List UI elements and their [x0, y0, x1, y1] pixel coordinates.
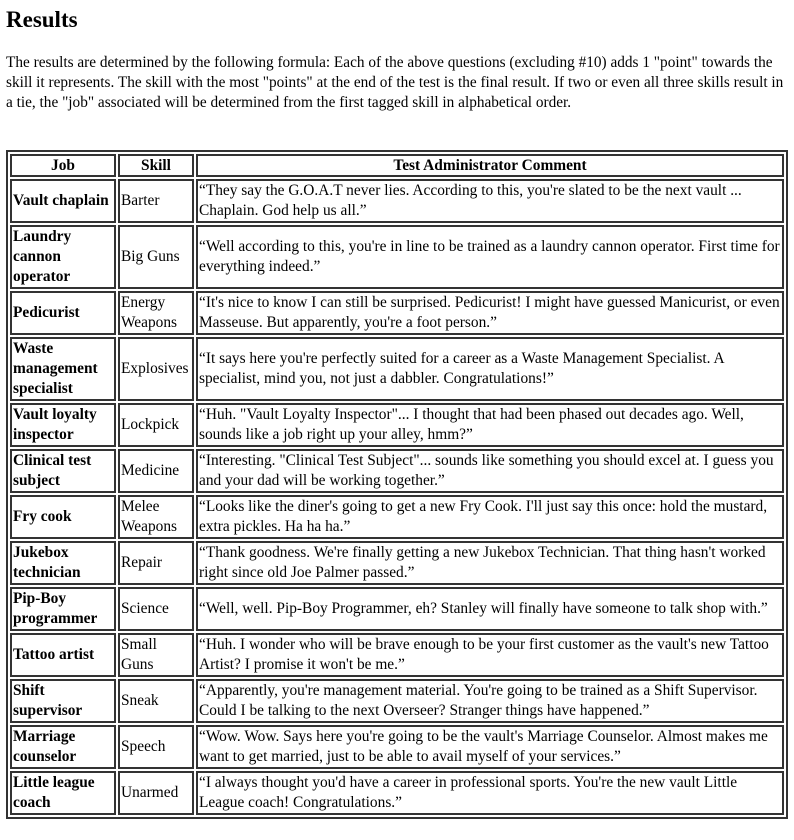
table-row	[10, 449, 784, 493]
job-cell: Pip-Boy programmer	[10, 587, 116, 631]
comment-cell: “They say the G.O.A.T never lies. According to this, you're slated to be the next vault ... Chaplain. God help us all.”	[196, 179, 784, 223]
job-cell: Pedicurist	[10, 291, 116, 335]
job-cell: Laundry cannon operator	[10, 225, 116, 289]
comment-cell: “Well according to this, you're in line to be trained as a laundry cannon operator. First time for everything indeed.”	[196, 225, 784, 289]
comment-cell: “Wow. Wow. Says here you're going to be the vault's Marriage Counselor. Almost makes me want to get married, just to be able to avail myself of your services.”	[196, 725, 784, 769]
skill-cell: Sneak	[118, 679, 194, 723]
skill-cell: Explosives	[118, 337, 194, 401]
table-row	[10, 541, 784, 585]
skill-cell: Barter	[118, 179, 194, 223]
skill-cell: Melee Weapons	[118, 495, 194, 539]
table-row	[10, 179, 784, 223]
table-row	[10, 225, 784, 289]
job-cell: Shift supervisor	[10, 679, 116, 723]
job-cell: Tattoo artist	[10, 633, 116, 677]
skill-cell: Energy Weapons	[118, 291, 194, 335]
table-row	[10, 771, 784, 815]
results-table	[6, 150, 788, 819]
table-row	[10, 495, 784, 539]
table-row	[10, 587, 784, 631]
comment-cell: “I always thought you'd have a career in professional sports. You're the new vault Little League coach! Congratulations.”	[196, 771, 784, 815]
job-cell: Jukebox technician	[10, 541, 116, 585]
job-cell: Little league coach	[10, 771, 116, 815]
table-row	[10, 403, 784, 447]
intro-paragraph: The results are determined by the following formula: Each of the above questions (excluding #10) adds 1 "point" towards the skill it represents. The skill with the most "points" at the end of the test is the final result. If two or even all three skills result in a tie, the "job" associated will be determined from the first tagged skill in alphabetical order.	[6, 54, 784, 111]
skill-cell: Lockpick	[118, 403, 194, 447]
skill-cell: Repair	[118, 541, 194, 585]
comment-cell: “Well, well. Pip-Boy Programmer, eh? Stanley will finally have someone to talk shop with.”	[196, 587, 784, 631]
table-row	[10, 291, 784, 335]
comment-cell: “It's nice to know I can still be surprised. Pedicurist! I might have guessed Manicurist, or even Masseuse. But apparently, you're a foot person.”	[196, 291, 784, 335]
skill-cell: Big Guns	[118, 225, 194, 289]
comment-cell: “Interesting. "Clinical Test Subject"... sounds like something you should excel at. I guess you and your dad will be working together.”	[196, 449, 784, 493]
comment-cell: “Apparently, you're management material. You're going to be trained as a Shift Supervisor. Could I be talking to the next Overseer? Stranger things have happened.”	[196, 679, 784, 723]
job-cell: Waste management specialist	[10, 337, 116, 401]
job-cell: Vault loyalty inspector	[10, 403, 116, 447]
comment-cell: “Thank goodness. We're finally getting a new Jukebox Technician. That thing hasn't worked right since old Joe Palmer passed.”	[196, 541, 784, 585]
skill-cell: Medicine	[118, 449, 194, 493]
header-job: Job	[10, 154, 116, 177]
skill-cell: Small Guns	[118, 633, 194, 677]
header-comment: Test Administrator Comment	[196, 154, 784, 177]
table-header-row	[10, 154, 784, 177]
comment-cell: “Huh. "Vault Loyalty Inspector"... I thought that had been phased out decades ago. Well, sounds like a job right up your alley, hmm?”	[196, 403, 784, 447]
comment-cell: “It says here you're perfectly suited for a career as a Waste Management Specialist. A specialist, mind you, not just a dabbler. Congratulations!”	[196, 337, 784, 401]
page-title: Results	[6, 7, 78, 32]
header-skill: Skill	[118, 154, 194, 177]
comment-cell: “Looks like the diner's going to get a new Fry Cook. I'll just say this once: hold the mustard, extra pickles. Ha ha ha.”	[196, 495, 784, 539]
table-row	[10, 725, 784, 769]
skill-cell: Unarmed	[118, 771, 194, 815]
table-row	[10, 633, 784, 677]
job-cell: Marriage counselor	[10, 725, 116, 769]
skill-cell: Science	[118, 587, 194, 631]
job-cell: Fry cook	[10, 495, 116, 539]
job-cell: Clinical test subject	[10, 449, 116, 493]
table-row	[10, 679, 784, 723]
skill-cell: Speech	[118, 725, 194, 769]
job-cell: Vault chaplain	[10, 179, 116, 223]
comment-cell: “Huh. I wonder who will be brave enough to be your first customer as the vault's new Tattoo Artist? I promise it won't be me.”	[196, 633, 784, 677]
table-row	[10, 337, 784, 401]
